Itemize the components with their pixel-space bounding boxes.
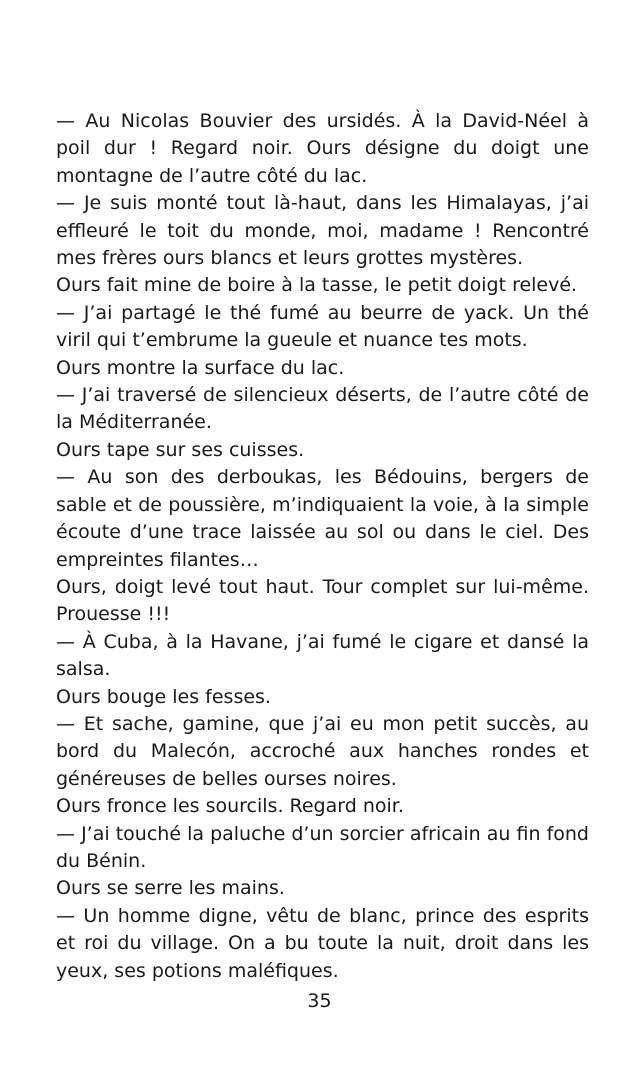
paragraph: Ours bouge les fesses. xyxy=(56,685,271,708)
paragraph: Ours montre la surface du lac. xyxy=(56,356,345,379)
page-number: 35 xyxy=(307,990,332,1012)
paragraph: — J’ai traversé de silencieux déserts, de l’autre côté de la Méditerranée. xyxy=(56,384,589,434)
paragraph: Ours tape sur ses cuisses. xyxy=(56,438,305,461)
paragraph: — Et sache, gamine, que j’ai eu mon petit succès, au bord du Malecón, accroché aux hanches rondes et généreuses de belles ourses noires. xyxy=(56,712,589,790)
paragraph: Ours fronce les sourcils. Regard noir. xyxy=(56,795,404,818)
paragraph: — J’ai partagé le thé fumé au beurre de yack. Un thé viril qui t’embrume la gueule et nuance tes mots. xyxy=(56,301,589,352)
paragraph: — Un homme digne, vêtu de blanc, prince des esprits et roi du village. On a bu toute la nuit, droit dans les yeux, ses potions maléfiques. xyxy=(56,904,589,982)
paragraph: — Au son des derboukas, les Bédouins, bergers de sable et de poussière, m’indiquaient la voie, à la simple écoute d’une trace laissée au sol ou dans le ciel. Des empreintes filantes… xyxy=(56,466,589,571)
paragraph: Ours fait mine de boire à la tasse, le petit doigt relevé. xyxy=(56,274,578,297)
paragraph: — Je suis monté tout là-haut, dans les Himalayas, j’ai effleuré le toit du monde, moi, madame ! Rencontré mes frères ours blancs et leurs grottes mystères. xyxy=(56,192,589,270)
paragraph: Ours se serre les mains. xyxy=(56,877,285,900)
paragraph: Ours, doigt levé tout haut. Tour complet sur lui-même. Prouesse !!! xyxy=(56,575,589,626)
paragraph: — Au Nicolas Bouvier des ursidés. À la David-Néel à poil dur ! Regard noir. Ours désigne du doigt une montagne de l’autre côté du lac. xyxy=(56,110,589,187)
body-text xyxy=(56,108,589,985)
paragraph: — À Cuba, à la Havane, j’ai fumé le cigare et dansé la salsa. xyxy=(56,630,589,681)
paragraph: — J’ai touché la paluche d’un sorcier africain au fin fond du Bénin. xyxy=(56,822,589,872)
